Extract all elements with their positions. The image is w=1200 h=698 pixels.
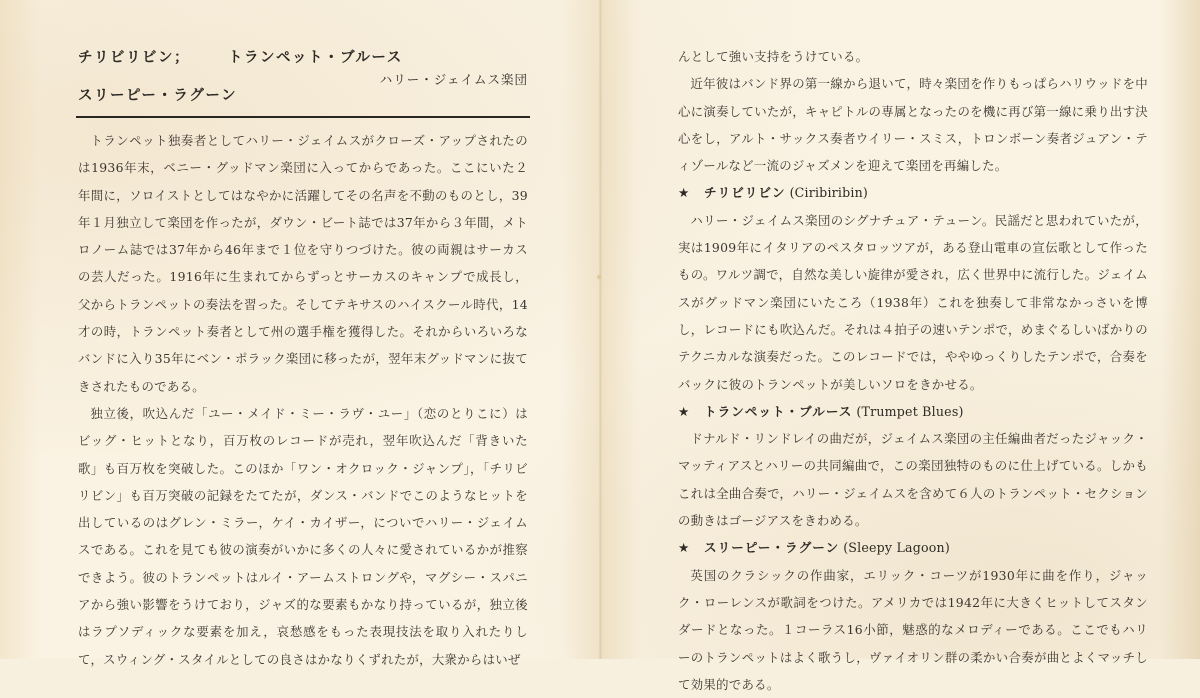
- title-block: [78, 46, 528, 106]
- title-divider: [76, 116, 530, 118]
- paragraph: トランペット独奏者としてハリー・ジェイムスがクローズ・アップされたのは1936年末，ベニー・グッドマン楽団に入ってからであった。ここにいた２年間に，ソロイストとしてはなやかに活躍してその名声を不動のものとし，39年１月独立して楽団を作ったが，ダウン・ビート誌では37年から３年間，メトロノーム誌では37年から46年まで１位を守りつづけた。彼の両親はサーカスの芸人だった。1916年に生まれてからずっとサーカスのキャンプで成長し，父からトランペットの奏法を習った。そしてテキサスのハイスクール時代，14才の時，トランペット奏者として州の選手権を獲得した。それからいろいろなバンドに入り35年にベン・ポラック楽団に移ったが，翌年末グッドマンに抜てきされたものである。: [78, 133, 528, 394]
- paragraph: 近年彼はバンド界の第一線から退いて，時々楽団を作りもっぱらハリウッドを中心に演奏していたが，キャピトルの専属となったのを機に再び第一線に乗り出す決心をし，アルト・サックス奏者ウイリー・スミス，トロンボーン奏者ジュアン・ティゾールなど一流のジャズメンを迎えて楽団を再編した。: [678, 76, 1148, 174]
- song-title-en: (Sleepy Lagoon): [843, 540, 950, 556]
- title-line-1: [78, 46, 403, 67]
- song-title-trumpet-blues: トランペット・ブルース: [228, 50, 403, 66]
- song-title-sleepy-lagoon: スリーピー・ラグーン: [78, 88, 238, 104]
- right-body-text: [678, 43, 1148, 698]
- song-heading-ciribiribin: [678, 179, 1148, 206]
- page-fold: [599, 0, 602, 659]
- song-title-ja: チリビリビン: [704, 185, 786, 201]
- star-icon: ★: [678, 185, 691, 201]
- left-page: [78, 0, 528, 667]
- song-title-ja: スリーピー・ラグーン: [704, 540, 840, 556]
- song-title-en: (Ciribiribin): [789, 185, 869, 201]
- song-description: 英国のクラシックの作曲家，エリック・コーツが1930年に曲を作り，ジャック・ローレンスが歌詞をつけた。アメリカでは1942年に大きくヒットしてスタンダードとなった。１コーラス16小節，魅惑的なメロディーである。ここでもハリーのトランペットはよく歌うし，ヴァイオリン群の柔かい合奏が曲とよくマッチして効果的である。: [678, 567, 1148, 692]
- star-icon: ★: [678, 540, 691, 556]
- right-page: [678, 0, 1148, 692]
- song-description: ハリー・ジェイムス楽団のシグナチュア・テューン。民謡だと思われていたが，実は1909年にイタリアのペスタロッツアが，ある登山電車の宣伝歌として作ったもの。ワルツ調で，自然な美しい旋律が愛され，広く世界中に流行した。ジェイムスがグッドマン楽団にいたころ（1938年）これを独奏して非常なかっさいを博し，レコードにも吹込んだ。それは４拍子の速いテンポで，めまぐるしいばかりのテクニカルな演奏だった。このレコードでは，ややゆっくりしたテンポで，合奏をバックに彼のトランペットが美しいソロをきかせる。: [678, 212, 1148, 392]
- song-title-en: (Trumpet Blues): [856, 403, 964, 419]
- star-icon: ★: [678, 403, 691, 419]
- song-title-ciribiribin: チリビリビン；: [78, 50, 190, 66]
- paper-stain: [597, 275, 601, 279]
- artist-name: ハリー・ジェイムス楽団: [379, 72, 528, 87]
- song-title-ja: トランペット・ブルース: [704, 403, 853, 419]
- left-body-text: [78, 127, 528, 673]
- song-heading-trumpet-blues: [678, 398, 1148, 425]
- song-heading-sleepy-lagoon: [678, 534, 1148, 561]
- paragraph-continuation: んとして強い支持をうけている。: [678, 49, 869, 64]
- paragraph: 独立後，吹込んだ「ユー・メイド・ミー・ラヴ・ユー」（恋のとりこに）はビッグ・ヒットとなり，百万枚のレコードが売れ，翌年吹込んだ「背きいた歌」も百万枚を突破した。このほか「ワン・オクロック・ジャンプ」，「チリビリビン」も百万突破の記録をたてたが，ダンス・バンドでこのようなヒットを出しているのはグレン・ミラー，ケイ・カイザー，についでハリー・ジェイムスである。これを見ても彼の演奏がいかに多くの人々に愛されているかが推察できよう。彼のトランペットはルイ・アームストロングや，マグシー・スパニアから強い影響をうけており，ジャズ的な要素もかなり持っているが，独立後はラプソディックな要素を加え，哀愁感をもった表現技法を取り入れたりして，スウィング・スタイルとしての良さはかなりくずれたが，大衆からはいぜ: [78, 405, 528, 667]
- song-description: ドナルド・リンドレイの曲だが，ジェイムス楽団の主任編曲者だったジャック・マッティアスとハリーの共同編曲で，この楽団独特のものに仕上げている。しかもこれは全曲合奏で，ハリー・ジェイムスを含めて６人のトランペット・セクションの動きはゴージアスをきわめる。: [678, 431, 1148, 529]
